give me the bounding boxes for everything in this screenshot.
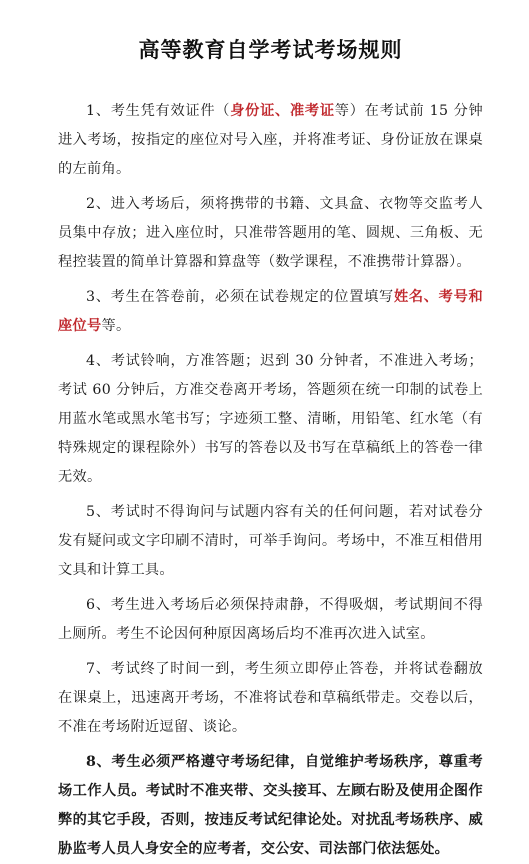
rule-1-text-end: 等）在考试前 15 分钟进入考场，按指定的座位对号入座，并将准考证、身份证放在课桌的左前角。: [58, 103, 483, 177]
rule-3: [58, 283, 483, 341]
document-title: 高等教育自学考试考场规则: [138, 38, 403, 62]
rule-1-text: 1、考生凭有效证件（: [86, 103, 231, 119]
rule-1: [58, 97, 483, 184]
rule-1-highlight: 身份证、准考证: [230, 103, 335, 119]
rule-8: 8、考生必须严格遵守考场纪律，自觉维护考场秩序，尊重考场工作人员。考试时不准夹带、交头接耳、左顾右盼及使用企图作弊的其它手段，否则，按违反考试纪律论处。对扰乱考场秩序、威胁监考人员人身安全的应考者，交公安、司法部门依法惩处。: [58, 754, 483, 857]
rule-3-highlight: 姓名、考号和座位号: [58, 289, 483, 334]
rule-3-text-end: 等。: [101, 318, 131, 334]
rule-5: 5、考试时不得询问与试题内容有关的任何问题，若对试卷分发有疑问或文字印刷不清时，可举手询问。考场中，不准互相借用文具和计算工具。: [58, 504, 483, 578]
rule-3-text: 3、考生在答卷前，必须在试卷规定的位置填写: [86, 289, 394, 305]
rule-6: 6、考生进入考场后必须保持肃静，不得吸烟，考试期间不得上厕所。考生不论因何种原因离场后均不准再次进入试室。: [58, 597, 483, 642]
rule-7: 7、考试终了时间一到，考生须立即停止答卷，并将试卷翻放在课桌上，迅速离开考场，不准将试卷和草稿纸带走。交卷以后，不准在考场附近逗留、谈论。: [58, 661, 483, 735]
rule-4: 4、考试铃响，方准答题；迟到 30 分钟者，不准进入考场；考试 60 分钟后，方准交卷离开考场，答题须在统一印制的试卷上用蓝水笔或黑水笔书写；字迹须工整、清晰，用铅笔、红水笔（有特殊规定的课程除外）书写的答卷以及书写在草稿纸上的答卷一律无效。: [58, 353, 483, 485]
rule-2: 2、进入考场后，须将携带的书籍、文具盒、衣物等交监考人员集中存放；进入座位时，只准带答题用的笔、圆规、三角板、无程控装置的简单计算器和算盘等（数学课程，不准携带计算器）。: [58, 196, 483, 270]
